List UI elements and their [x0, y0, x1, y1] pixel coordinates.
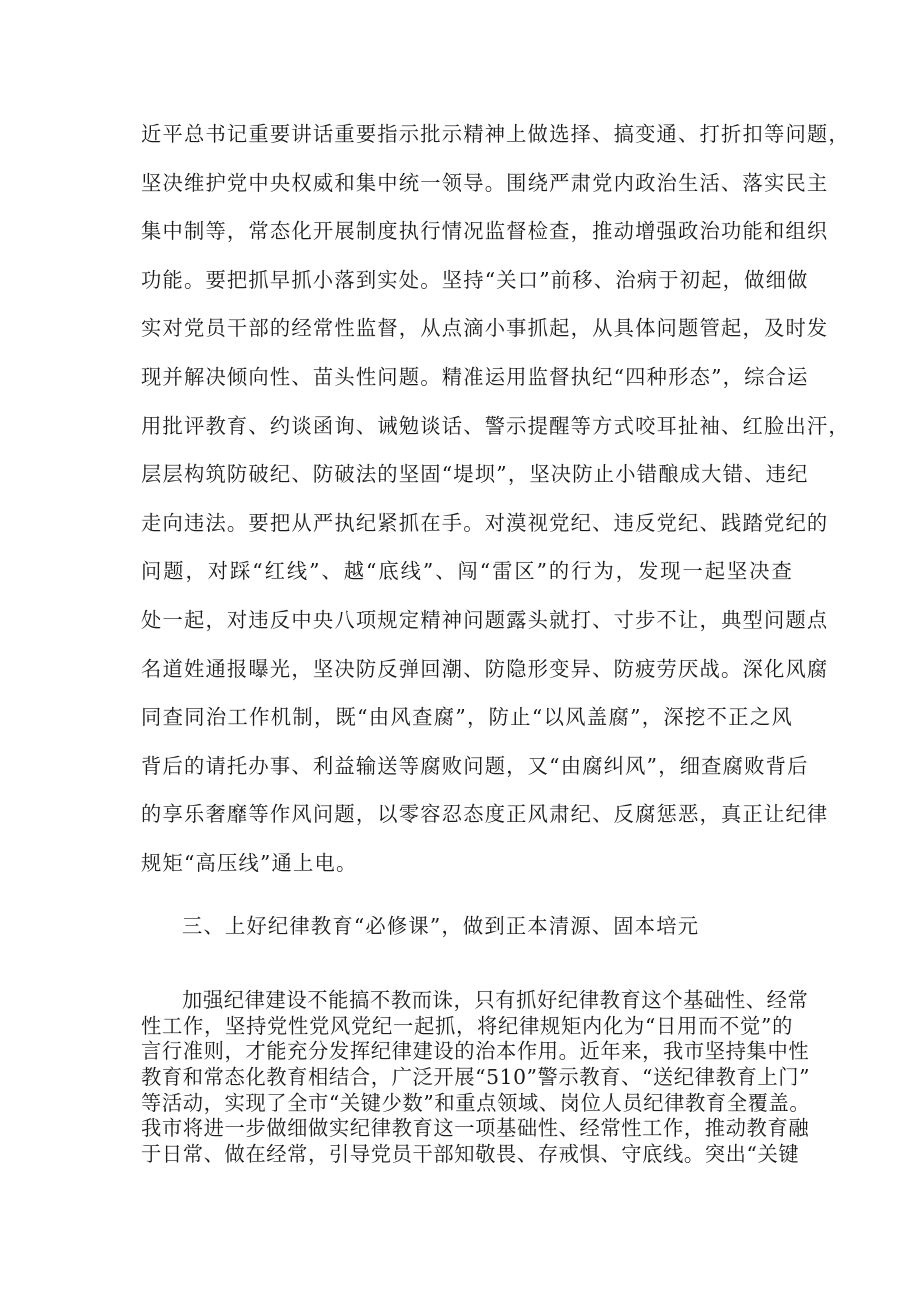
text-line: 于日常、做在经常，引导党员干部知敬畏、存戒惧、守底线。突出“关键 — [141, 1142, 800, 1167]
text-line: 我市将进一步做细做实纪律教育这一项基础性、经常性工作，推动教育融 — [141, 1116, 810, 1141]
text-line: 集中制等，常态化开展制度执行情况监督检查，推动增强政治功能和组织 — [141, 219, 829, 244]
text-line: 名道姓通报曝光，坚决防反弹回潮、防隐形变异、防疲劳厌战。深化风腐 — [141, 656, 829, 681]
text-line: 坚决维护党中央权威和集中统一领导。围绕严肃党内政治生活、落实民主 — [141, 170, 829, 195]
text-line: 实对党员干部的经常性监督，从点滴小事抓起，从具体问题管起，及时发 — [141, 316, 829, 341]
text-line: 同查同治工作机制，既“由风查腐”，防止“以风盖腐”，深挖不正之风 — [141, 705, 793, 730]
text-line: 问题，对踩“红线”、越“底线”、闯“雷区”的行为，发现一起坚决查 — [141, 559, 793, 584]
body-paragraph-2 — [141, 988, 811, 1168]
text-line: 近平总书记重要讲话重要指示批示精神上做选择、搞变通、打折扣等问题， — [141, 122, 850, 146]
text-line: 现并解决倾向性、苗头性问题。精准运用监督执纪“四种形态”，综合运 — [141, 364, 809, 389]
body-paragraph-1 — [141, 110, 850, 888]
text-line: 背后的请托办事、利益输送等腐败问题，又“由腐纠风”，细查腐败背后 — [141, 753, 809, 778]
text-line: 的享乐奢靡等作风问题，以零容忍态度正风肃纪、反腐惩恶，真正让纪律 — [141, 802, 829, 827]
text-line: 言行准则，才能充分发挥纪律建设的治本作用。近年来，我市坚持集中性 — [141, 1039, 810, 1064]
text-line: 用批评教育、约谈函询、诫勉谈话、警示提醒等方式咬耳扯袖、红脸出汗， — [141, 413, 850, 438]
section-heading: 三、上好纪律教育“必修课”，做到正本清源、固本培元 — [182, 914, 700, 938]
text-line: 处一起，对违反中央八项规定精神问题露头就打、寸步不让，典型问题点 — [141, 607, 829, 632]
text-line: 教育和常态化教育相结合，广泛开展“510”警示教育、“送纪律教育上门” — [141, 1065, 811, 1090]
text-line: 规矩“高压线”通上电。 — [141, 850, 358, 875]
text-line: 层层构筑防破纪、防破法的坚固“堤坝”，坚决防止小错酿成大错、违纪 — [141, 462, 809, 487]
text-line: 功能。要把抓早抓小落到实处。坚持“关口”前移、治病于初起，做细做 — [141, 267, 809, 292]
text-line: 加强纪律建设不能搞不教而诛，只有抓好纪律教育这个基础性、经常 — [182, 988, 809, 1012]
text-line: 等活动，实现了全市“关键少数”和重点领域、岗位人员纪律教育全覆盖。 — [141, 1090, 811, 1115]
text-line: 走向违法。要把从严执纪紧抓在手。对漠视党纪、违反党纪、践踏党纪的 — [141, 510, 829, 535]
text-line: 性工作，坚持党性党风党纪一起抓，将纪律规矩内化为“日用而不觉”的 — [141, 1013, 793, 1038]
